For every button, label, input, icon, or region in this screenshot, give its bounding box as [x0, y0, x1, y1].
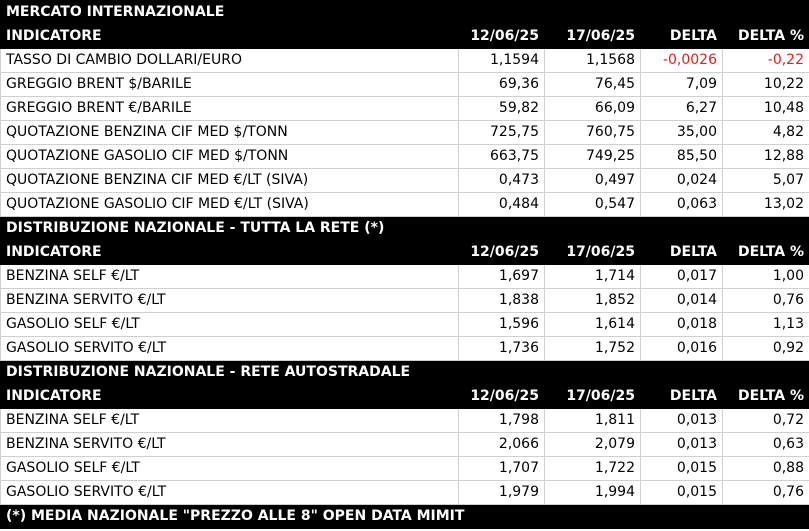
column-header-delta-pct: DELTA % [723, 25, 809, 49]
cell-delta-pct: 4,82 [723, 121, 809, 145]
footnote: (*) MEDIA NAZIONALE "PREZZO ALLE 8" OPEN DATA MIMIT [1, 505, 809, 529]
cell-date1: 1,838 [459, 289, 545, 313]
cell-date1: 663,75 [459, 145, 545, 169]
table-row [1, 193, 809, 217]
cell-indicator: GREGGIO BRENT €/BARILE [1, 97, 459, 121]
cell-indicator: QUOTAZIONE GASOLIO CIF MED $/TONN [1, 145, 459, 169]
cell-date2: 1,994 [545, 481, 641, 505]
cell-date1: 1,697 [459, 265, 545, 289]
cell-indicator: QUOTAZIONE BENZINA CIF MED $/TONN [1, 121, 459, 145]
section-title: DISTRIBUZIONE NAZIONALE - RETE AUTOSTRADALE [1, 361, 809, 385]
column-header-delta: DELTA [641, 385, 723, 409]
cell-delta: 0,013 [641, 433, 723, 457]
cell-date1: 0,484 [459, 193, 545, 217]
cell-delta-pct: -0,22 [723, 49, 809, 73]
cell-delta-pct: 0,63 [723, 433, 809, 457]
section-title: MERCATO INTERNAZIONALE [1, 1, 809, 25]
cell-indicator: GREGGIO BRENT $/BARILE [1, 73, 459, 97]
cell-indicator: BENZINA SELF €/LT [1, 265, 459, 289]
cell-delta-pct: 1,00 [723, 265, 809, 289]
column-header-delta-pct: DELTA % [723, 385, 809, 409]
table-row [1, 265, 809, 289]
cell-indicator: BENZINA SELF €/LT [1, 409, 459, 433]
cell-indicator: TASSO DI CAMBIO DOLLARI/EURO [1, 49, 459, 73]
column-header-indicator: INDICATORE [1, 385, 459, 409]
table-row [1, 169, 809, 193]
cell-date2: 2,079 [545, 433, 641, 457]
cell-date1: 1,979 [459, 481, 545, 505]
cell-indicator: BENZINA SERVITO €/LT [1, 289, 459, 313]
cell-date2: 66,09 [545, 97, 641, 121]
cell-date2: 1,852 [545, 289, 641, 313]
cell-date2: 1,722 [545, 457, 641, 481]
table-row [1, 97, 809, 121]
cell-delta-pct: 10,48 [723, 97, 809, 121]
cell-indicator: GASOLIO SERVITO €/LT [1, 337, 459, 361]
cell-indicator: QUOTAZIONE BENZINA CIF MED €/LT (SIVA) [1, 169, 459, 193]
column-header-date1: 12/06/25 [459, 25, 545, 49]
table-row [1, 433, 809, 457]
cell-delta: 0,018 [641, 313, 723, 337]
table-row [1, 481, 809, 505]
column-header-row [1, 25, 809, 49]
cell-date2: 0,497 [545, 169, 641, 193]
cell-delta-pct: 13,02 [723, 193, 809, 217]
column-header-date2: 17/06/25 [545, 241, 641, 265]
cell-indicator: BENZINA SERVITO €/LT [1, 433, 459, 457]
cell-delta-pct: 5,07 [723, 169, 809, 193]
cell-date1: 69,36 [459, 73, 545, 97]
cell-date2: 1,1568 [545, 49, 641, 73]
cell-delta: 0,063 [641, 193, 723, 217]
cell-delta-pct: 0,92 [723, 337, 809, 361]
column-header-row [1, 241, 809, 265]
cell-indicator: GASOLIO SELF €/LT [1, 457, 459, 481]
section-title: DISTRIBUZIONE NAZIONALE - TUTTA LA RETE (*) [1, 217, 809, 241]
table-body [1, 1, 809, 529]
cell-date1: 59,82 [459, 97, 545, 121]
column-header-delta: DELTA [641, 25, 723, 49]
cell-date1: 2,066 [459, 433, 545, 457]
cell-date2: 1,811 [545, 409, 641, 433]
cell-delta: 0,013 [641, 409, 723, 433]
table-row [1, 73, 809, 97]
cell-delta-pct: 0,88 [723, 457, 809, 481]
cell-date2: 76,45 [545, 73, 641, 97]
cell-date1: 0,473 [459, 169, 545, 193]
table-row [1, 457, 809, 481]
cell-date2: 1,752 [545, 337, 641, 361]
cell-delta-pct: 1,13 [723, 313, 809, 337]
cell-delta: 0,015 [641, 457, 723, 481]
cell-delta-pct: 10,22 [723, 73, 809, 97]
cell-delta: 0,014 [641, 289, 723, 313]
cell-date2: 760,75 [545, 121, 641, 145]
cell-date1: 1,736 [459, 337, 545, 361]
table-row [1, 49, 809, 73]
cell-delta-pct: 0,76 [723, 481, 809, 505]
table-row [1, 289, 809, 313]
cell-indicator: GASOLIO SELF €/LT [1, 313, 459, 337]
column-header-date1: 12/06/25 [459, 385, 545, 409]
cell-date1: 725,75 [459, 121, 545, 145]
section-title-row [1, 1, 809, 25]
cell-delta-pct: 12,88 [723, 145, 809, 169]
cell-date2: 0,547 [545, 193, 641, 217]
cell-delta-pct: 0,76 [723, 289, 809, 313]
table-row [1, 121, 809, 145]
table-row [1, 409, 809, 433]
cell-delta: 7,09 [641, 73, 723, 97]
cell-date2: 1,714 [545, 265, 641, 289]
footer-row [1, 505, 809, 529]
cell-delta: 85,50 [641, 145, 723, 169]
table-row [1, 337, 809, 361]
section-title-row [1, 217, 809, 241]
column-header-delta: DELTA [641, 241, 723, 265]
table-row [1, 145, 809, 169]
cell-date1: 1,707 [459, 457, 545, 481]
cell-indicator: QUOTAZIONE GASOLIO CIF MED €/LT (SIVA) [1, 193, 459, 217]
cell-date1: 1,798 [459, 409, 545, 433]
column-header-date2: 17/06/25 [545, 25, 641, 49]
cell-delta: -0,0026 [641, 49, 723, 73]
section-title-row [1, 361, 809, 385]
cell-delta: 0,015 [641, 481, 723, 505]
cell-delta: 35,00 [641, 121, 723, 145]
cell-date2: 749,25 [545, 145, 641, 169]
cell-delta: 0,024 [641, 169, 723, 193]
cell-date1: 1,1594 [459, 49, 545, 73]
cell-date2: 1,614 [545, 313, 641, 337]
column-header-indicator: INDICATORE [1, 241, 459, 265]
column-header-date2: 17/06/25 [545, 385, 641, 409]
cell-date1: 1,596 [459, 313, 545, 337]
table-row [1, 313, 809, 337]
cell-indicator: GASOLIO SERVITO €/LT [1, 481, 459, 505]
column-header-indicator: INDICATORE [1, 25, 459, 49]
cell-delta: 6,27 [641, 97, 723, 121]
column-header-date1: 12/06/25 [459, 241, 545, 265]
column-header-delta-pct: DELTA % [723, 241, 809, 265]
cell-delta: 0,016 [641, 337, 723, 361]
column-header-row [1, 385, 809, 409]
cell-delta: 0,017 [641, 265, 723, 289]
cell-delta-pct: 0,72 [723, 409, 809, 433]
